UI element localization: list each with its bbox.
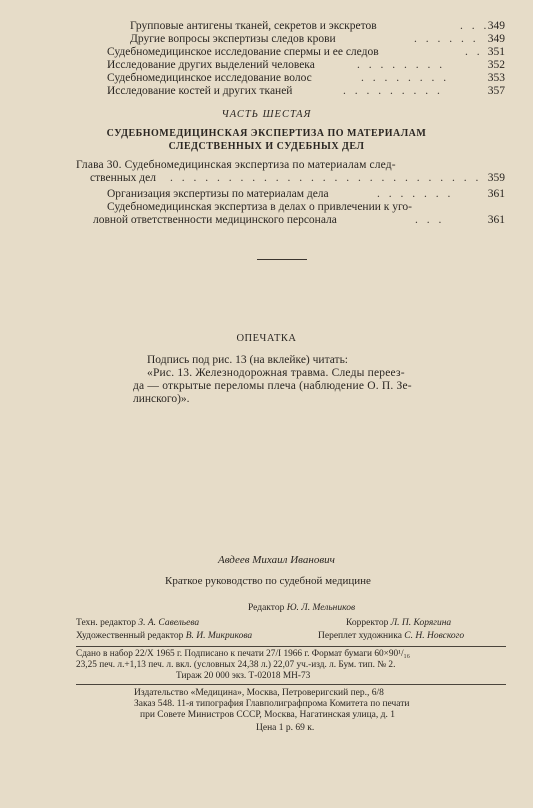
section-divider — [257, 259, 307, 260]
errata-line2: «Рис. 13. Железнодорожная травма. Следы переез- — [147, 367, 405, 379]
publisher-line1: Издательство «Медицина», Москва, Петроверигский пер., 6/8 — [134, 688, 384, 698]
print-data-line1: Сдано в набор 22/X 1965 г. Подписано к печати 27/I 1966 г. Формат бумаги 60×90¹/₁₆ — [76, 649, 411, 659]
binding-line: Переплет художника С. Н. Новского — [318, 631, 465, 641]
toc-entry: Другие вопросы экспертизы следов крови . . . . . . 349 — [130, 33, 505, 45]
print-data-line3: Тираж 20 000 экз. Т-02018 МН-73 — [176, 671, 311, 681]
publisher-line3: при Совете Министров СССР, Москва, Нагатинская улица, д. 1 — [140, 710, 395, 720]
part-title: ЧАСТЬ ШЕСТАЯ — [221, 109, 312, 120]
toc-entry: Судебномедицинское исследование волос . . . . . . . . 353 — [107, 72, 505, 84]
toc-entry: Исследование других выделений человека . . . . . . . . 352 — [107, 59, 505, 71]
imprint-rule-bottom — [76, 684, 506, 685]
author-name: Авдеев Михаил Иванович — [218, 554, 335, 566]
imprint-rule-top — [76, 646, 506, 647]
print-data-line2: 23,25 печ. л.+1,13 печ. л. вкл. (условных 24,38 л.) 22,07 уч.-изд. л. Бум. тип. № 2. — [76, 660, 396, 670]
errata-line1: Подпись под рис. 13 (на вклейке) читать: — [147, 354, 349, 366]
errata-title: ОПЕЧАТКА — [236, 333, 297, 344]
chapter-entry-line2: ственных дел . . . . . . . . . . . . . . . . . . . . . . . . . . . 359 — [90, 172, 505, 184]
corrector-line: Корректор Л. П. Корягина — [346, 618, 452, 628]
chapter-title-line1: Глава 30. Судебномедицинская экспертиза по материалам след- — [76, 159, 396, 171]
book-title: Краткое руководство по судебной медицине — [165, 575, 371, 587]
toc-entry: Групповые антигены тканей, секретов и экскретов . . . 349 — [130, 20, 505, 32]
tech-editor-line: Техн. редактор З. А. Савельева — [76, 618, 200, 628]
toc-entry: Судебномедицинское исследование спермы и ее следов . . 351 — [107, 46, 505, 58]
editor-line: Редактор Ю. Л. Мельников — [248, 603, 356, 613]
toc-entry: Организация экспертизы по материалам дела . . . . . . . 361 — [107, 188, 505, 200]
part-subtitle-line2: СЛЕДСТВЕННЫХ И СУДЕБНЫХ ДЕЛ — [168, 141, 365, 152]
publisher-line2: Заказ 548. 11-я типография Главполиграфпрома Комитета по печати — [134, 699, 410, 709]
toc-entry: Исследование костей и других тканей . . . . . . . . . 357 — [107, 85, 505, 97]
errata-line3: да — открытые переломы плеча (наблюдение О. П. Зе- — [133, 380, 412, 392]
toc-entry-line2: ловной ответственности медицинского персонала . . . 361 — [93, 214, 505, 226]
chapter-page: 359 — [487, 172, 505, 184]
errata-line4: линского)». — [133, 393, 190, 405]
art-editor-line: Художественный редактор В. И. Микрикова — [76, 631, 253, 641]
toc-entry-line1: Судебномедицинская экспертиза в делах о привлечении к уго- — [107, 201, 412, 213]
part-subtitle-line1: СУДЕБНОМЕДИЦИНСКАЯ ЭКСПЕРТИЗА ПО МАТЕРИАЛАМ — [106, 128, 427, 139]
price: Цена 1 р. 69 к. — [256, 723, 315, 733]
